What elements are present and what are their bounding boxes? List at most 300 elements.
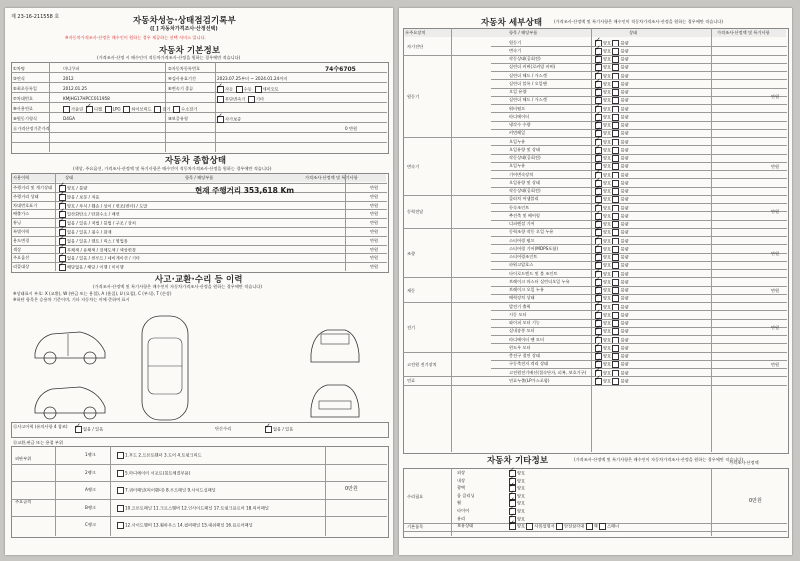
detail-item-label: 실린더 헤드 / 가스켓: [509, 97, 547, 103]
general-row-price: 만원: [370, 193, 379, 199]
detail-row-line: [491, 220, 787, 221]
detail-section-name: 제동: [407, 287, 416, 293]
general-header-0: 사용이력: [13, 175, 30, 180]
state-good-label: 양호: [603, 205, 612, 210]
form-subtitle: ([ ] 자동차가격조사·산정선택): [150, 26, 218, 32]
state-bad-label: 불량: [620, 122, 629, 128]
transmission-options: ✓ 자동 수동 세미오토: [217, 86, 279, 93]
outer-divider: [55, 446, 56, 536]
outer-title: ⑬교환,판금 또는 용접 부위: [13, 440, 63, 445]
general-row-line: [11, 183, 387, 184]
state-bad-label: 불량: [620, 81, 629, 87]
general-row-state-text: 양호 / 불량: [67, 185, 88, 191]
field-value-plate: 74수6705: [325, 66, 356, 73]
detail-item-label: 실린더 블록 / 오일팬: [509, 80, 547, 86]
etc-good-label: 양호: [517, 478, 526, 484]
outer-price: 0만원: [345, 486, 358, 492]
state-good-label: 양호: [603, 81, 612, 87]
state-bad-label: 불량: [620, 56, 629, 62]
state-good-label: 양호: [603, 378, 612, 384]
state-bad-label: 불량: [620, 229, 629, 235]
general-row-state-text: 없음 / 있음 / 썬루프 / 네비게이션 / 기타: [67, 255, 140, 261]
accident-history-label: ⑫사고이력 (유의사항 4 참조): [13, 424, 68, 429]
etc-good-checkbox[interactable]: [509, 523, 516, 530]
state-good-label: 양호: [603, 271, 612, 276]
mileage-readout: 현재 주행거리 353,618 Km: [195, 186, 295, 195]
state-bad-label: 불량: [620, 353, 629, 359]
state-good-label: 양호: [603, 337, 612, 342]
general-header-1: 상태: [65, 175, 74, 180]
etc-item-label: 휠: [457, 500, 462, 506]
checkbox-hybrid[interactable]: [123, 106, 130, 113]
state-good-label: 양호: [603, 106, 612, 111]
etc-group-line: [403, 531, 787, 532]
state-bad-label: 불량: [620, 337, 629, 342]
state-good-label: 양호: [603, 279, 612, 285]
detail-item-label: 기어변속장치: [509, 171, 534, 177]
detail-section-name: 조향: [407, 250, 416, 256]
etc-option-checkbox[interactable]: [556, 523, 563, 530]
general-row-state-text: 무채색 / 유채색 / 전체도색 / 색상변경: [67, 247, 136, 253]
detail-item-label: 변속기: [509, 47, 522, 53]
detail-notice: (가격조사·산정액 및 특기사항은 매수인이 적동차가격조사·산정을 원하는 경우에만 적습니다): [554, 19, 723, 24]
state-good-label: 양호: [603, 262, 612, 268]
etc-good-label: 양호: [517, 485, 526, 491]
detail-section-name: 고전원 전기장치: [407, 361, 437, 367]
inspection-form-page-1: [5, 8, 393, 555]
general-row-price: 만원: [370, 237, 379, 243]
detail-section-line: [403, 385, 787, 386]
general-row-price: 만원: [370, 220, 379, 226]
general-row-line: [11, 245, 387, 246]
outer-parts-text: 12.사이드멤버 13.휠하우스 14.필러패널 15.대쉬패널 16.플로어패널: [125, 522, 253, 528]
detail-item-label: 스티어링 펌프: [509, 237, 535, 243]
detail-section-name: 전기: [407, 324, 416, 330]
detail-item-label: 충전구 절연 상태: [509, 353, 540, 358]
general-row-line: [11, 262, 387, 263]
state-bad-label: 불량: [620, 114, 629, 120]
outer-part-checkbox[interactable]: [117, 487, 124, 494]
general-row-checkbox[interactable]: [59, 264, 66, 271]
detail-header-3: 가격조사·산정액 및 특기사항: [717, 30, 770, 35]
state-good-label: 양호: [603, 304, 612, 309]
general-row-line: [11, 236, 387, 237]
general-row-price: 만원: [370, 255, 379, 261]
field-value-model: 미니쿠퍼: [63, 66, 80, 71]
state-bad-label: 불량: [620, 188, 629, 194]
accident-notice: (가격조사·산정액 및 특기사항은 매수인이 자동차가격조사·산정을 원하는 경우에만 적습니다): [93, 284, 262, 289]
state-bad-label: 불량: [620, 106, 629, 111]
outer-rank: 2랭크: [85, 469, 96, 475]
state-good-label: 양호: [603, 64, 612, 70]
general-row-price: 만원: [370, 185, 379, 190]
state-good-label: 양호: [603, 114, 612, 120]
general-row-line: [11, 218, 387, 219]
detail-header-1: 항목 / 해당부품: [509, 30, 538, 35]
detail-row-line: [491, 104, 787, 105]
state-good-label: 양호: [603, 320, 612, 326]
checkbox-diesel[interactable]: [86, 106, 93, 113]
state-bad-label: 불량: [620, 139, 629, 144]
state-bad-label: 불량: [620, 130, 629, 136]
state-bad-label: 불량: [620, 345, 629, 351]
state-bad-label: 불량: [620, 213, 629, 219]
state-good-label: 양호: [603, 180, 612, 186]
outer-parts-text: 5.라디에이터 서포트(볼트체결부품): [125, 470, 191, 475]
detail-row-line: [491, 121, 787, 122]
state-bad-label: 불량: [620, 205, 629, 210]
fuel-options: 가솔린 ✓ 디젤 LPG 하이브리드 전기 수소전기: [63, 106, 197, 113]
etc-item-label: 룸 클리닝: [457, 492, 475, 498]
car-diagram-rear: [305, 373, 365, 423]
general-row-label: 주행거리 상태: [13, 193, 39, 199]
etc-item-label: 내장: [457, 477, 466, 483]
detail-row-line: [491, 261, 787, 262]
etc-notice: (가격조사·산정액 및 특기사항은 매수인이 자동차가격조사·산정을 원하는 경우에만 적습니다): [574, 457, 743, 462]
etc-good-label: 양호: [517, 508, 526, 514]
checkbox-auto[interactable]: [217, 86, 224, 93]
state-good-label: 양호: [603, 147, 612, 153]
basic-info-notice: (가격조사·산정 시 매수인이 적동차가격조사·산정을 원하는 경우에만 적습니다): [97, 55, 241, 60]
state-bad-label: 불량: [620, 238, 629, 243]
detail-item-label: 타이로드엔드 및 볼 조인트: [509, 270, 558, 276]
outer-parts: [117, 505, 269, 512]
general-header-2: 항목 / 해당부품: [185, 175, 214, 180]
state-bad-label: 불량: [620, 196, 629, 202]
outer-group-label: 주요골격: [15, 499, 32, 504]
etc-price: 0만원: [749, 498, 762, 504]
general-title: 자동차 종합상태: [165, 155, 227, 165]
detail-item-label: 스티어링 기어(MDPS포함): [509, 245, 558, 251]
checkbox-lpg[interactable]: [105, 106, 112, 113]
etc-option-label: 사용설명서: [534, 523, 555, 529]
general-row-label: 주행거리 및 계기상태: [13, 185, 53, 190]
state-bad-label: 불량: [620, 40, 629, 45]
detail-section-price: 만원: [771, 324, 780, 330]
detail-item-label: 디퍼렌셜 기어: [509, 221, 535, 226]
detail-item-label: 실내송풍 모터: [509, 328, 535, 334]
state-good-label: 양호: [603, 229, 612, 235]
outer-parts-text: 1.후드 2.프론트휀더 3.도어 4.트렁크리드: [125, 452, 202, 458]
outer-part-checkbox[interactable]: [117, 452, 124, 459]
field-label-year: ③연식: [13, 76, 25, 81]
etc-good-label: 양호: [517, 516, 526, 522]
general-row-state: [59, 264, 124, 271]
outer-parts-text: 7.쿼터패널(리어휀더) 8.루프패널 9.사이드실패널: [125, 487, 216, 493]
state-bad-label: 불량: [620, 262, 629, 268]
state-good-label: 양호: [603, 254, 612, 260]
car-diagram-side-right: [30, 373, 110, 423]
state-good-label: 양호: [603, 246, 612, 252]
field-value-warranty: ✓ 자가보증: [217, 116, 241, 123]
doc-number: 제 23-16-211558 호: [11, 14, 60, 20]
detail-item-label: 구동축전지 격리 상태: [509, 361, 549, 367]
outer-part-checkbox[interactable]: [117, 505, 124, 512]
outer-divider: [110, 446, 111, 536]
outer-parts-text: 10.프론트패널 11.크로스멤버 12.인사이드패널 17.트렁크플로어 18.리어패널: [125, 505, 269, 510]
detail-section-name: 변속기: [407, 163, 420, 169]
state-good-label: 양호: [603, 188, 612, 194]
general-row-line: [11, 227, 387, 228]
detail-item-label: 오일누유: [509, 163, 526, 169]
detail-section-price: 만원: [771, 163, 780, 169]
state-good-label: 양호: [603, 122, 612, 128]
outer-parts: [117, 522, 253, 529]
general-row-label: 리콜대상: [13, 264, 30, 270]
detail-row-line: [491, 162, 787, 163]
checkbox-no-accident[interactable]: [75, 426, 82, 433]
outer-group-label: 외판부위: [15, 456, 32, 461]
general-row-state-text: 없음 / 있음 / 렌트 / 리스 / 영업용: [67, 238, 128, 244]
detail-item-label: 오일유량 및 상태: [509, 146, 540, 152]
state-bad-label: 불량: [620, 246, 629, 252]
detail-item-label: 등속조인트: [509, 204, 530, 210]
outer-part-checkbox[interactable]: [117, 470, 124, 477]
detail-title: 자동차 세부상태: [481, 17, 543, 27]
outer-rank: C랭크: [85, 522, 97, 527]
field-label-transmission: ⑥변속기 종류: [168, 86, 194, 91]
simple-repair-label: 단순수리: [215, 426, 232, 431]
detail-row-line: [491, 129, 787, 130]
field-label-inspection: ④검사유효기간: [168, 76, 197, 81]
state-good-label: 양호: [603, 238, 612, 243]
detail-item-label: 오일 유량: [509, 89, 527, 94]
state-good-label: 양호: [603, 139, 612, 144]
field-value-inspection: 2023.07.25부터 ~ 2024.01.24까지: [217, 76, 288, 81]
outer-parts: [117, 452, 202, 459]
detail-section-price: 만원: [771, 209, 780, 215]
state-good-label: 양호: [603, 345, 612, 351]
state-good-label: 양호: [603, 48, 612, 54]
etc-option-label: 안전삼각대: [564, 523, 585, 529]
field-label-warranty: ⑩보증유형: [168, 116, 188, 121]
detail-item-label: 윈도우 모터: [509, 344, 531, 350]
detail-section-price: 만원: [771, 361, 780, 367]
accident-note: ※하단 항목은 승용차 기준이며, 기타 자동차는 이에 준하여 표시: [13, 297, 130, 302]
general-row-price: 만원: [370, 264, 379, 270]
state-bad-label: 불량: [620, 254, 629, 260]
field-label-engine: ⑨원동기형식: [13, 116, 37, 121]
general-row-state-text: 양호 / 부식 / 훼손 / 상이 / 변조(변타) / 도말: [67, 203, 148, 209]
simple-repair-options: ✓ 없음 / 있음: [265, 426, 293, 433]
etc-option-label: 잭: [593, 523, 598, 529]
checkbox-hydrogen[interactable]: [173, 106, 180, 113]
etc-group-name: 기본품목: [407, 524, 424, 529]
field-value-first-reg: 2012.01.25: [63, 86, 87, 91]
etc-item-label: 외장: [457, 470, 466, 475]
outer-part-checkbox[interactable]: [117, 522, 124, 529]
transmission-options-2: 무단변속기 기타: [217, 96, 264, 103]
field-value-engine: D4GA: [63, 116, 75, 121]
state-good-label: 양호: [603, 97, 612, 103]
field-label-fuel: ⑧사용연료: [13, 106, 33, 111]
state-good-label: 양호: [603, 73, 612, 78]
general-header-3: 가격조사·산정액 및 특기사항: [305, 175, 358, 180]
detail-item-label: 스티어링조인트: [509, 254, 538, 259]
detail-header-0: ⑭주요장치: [405, 30, 426, 35]
detail-item-label: 원동기: [509, 39, 522, 45]
state-bad-label: 불량: [620, 279, 629, 285]
state-bad-label: 불량: [620, 361, 629, 367]
etc-option-checkbox[interactable]: [526, 523, 533, 530]
detail-row-line: [491, 203, 787, 204]
outer-rank: A랭크: [85, 487, 96, 492]
state-good-label: 양호: [603, 196, 612, 202]
detail-row-line: [491, 170, 787, 171]
general-row-state-text: 일산화탄소 / 탄화수소 / 매연: [67, 211, 120, 217]
checkbox-semi[interactable]: [255, 86, 262, 93]
detail-item-label: 와이퍼 모터 기능: [509, 320, 540, 325]
general-row-line: [11, 209, 387, 210]
state-bad-label: 불량: [620, 378, 629, 384]
accident-history-options: ✓ 없음 / 있음: [75, 426, 103, 433]
etc-item-label: 유리: [457, 515, 466, 521]
field-label-vin: ⑦차대번호: [13, 96, 33, 101]
detail-item-label: 냉각수 수량: [509, 122, 531, 127]
etc-good-label: 양호: [517, 470, 526, 476]
detail-item-label: 실린더 커버(로커암 커버): [509, 64, 556, 70]
field-value-base-price: 0 만원: [345, 126, 358, 131]
outer-rank: B랭크: [85, 504, 96, 510]
car-diagram-front: [305, 318, 365, 368]
detail-item-label: 발전기 출력: [509, 303, 531, 309]
state-bad-label: 불량: [620, 271, 629, 276]
detail-item-label: 클러치 어셈블리: [509, 196, 539, 202]
detail-item-label: 작동상태(공회전): [509, 155, 541, 160]
state-good-label: 양호: [603, 353, 612, 359]
checkbox-trans-etc[interactable]: [248, 96, 255, 103]
etc-option-checkbox[interactable]: [586, 523, 593, 530]
state-good-label: 양호: [603, 155, 612, 161]
checkbox-cvt[interactable]: [217, 96, 224, 103]
outer-divider: [325, 446, 326, 536]
etc-option-label: 스패너: [606, 523, 620, 529]
detail-row-line: [491, 46, 787, 47]
detail-item-label: 추진축 및 베어링: [509, 212, 540, 218]
detail-section-name: 자기진단: [407, 44, 424, 50]
state-good-label: 양호: [603, 172, 612, 177]
state-good-label: 양호: [603, 312, 612, 318]
inspection-form-page-2: [399, 8, 792, 555]
detail-item-label: 실린더 헤드 / 가스켓: [509, 72, 547, 78]
state-good-label: 양호: [603, 287, 612, 293]
checkbox-gasoline[interactable]: [63, 106, 70, 113]
outer-row-line: [11, 516, 387, 517]
state-bad-label: 불량: [620, 328, 629, 334]
outer-parts: [117, 470, 190, 477]
detail-section-price: 만원: [771, 93, 780, 99]
state-good-label: 양호: [603, 221, 612, 227]
detail-header-2: 상태: [629, 30, 638, 35]
state-bad-label: 불량: [620, 97, 629, 103]
etc-item-label: 보유상태: [457, 523, 474, 529]
detail-section-name: 연료: [407, 378, 416, 384]
outer-row-line: [11, 464, 387, 465]
detail-section-price: 만원: [771, 287, 780, 293]
general-row-label: 주요옵션: [13, 255, 30, 261]
etc-good-label: 양호: [517, 500, 526, 506]
state-good-label: 양호: [603, 89, 612, 95]
checkbox-self-warranty[interactable]: [217, 116, 224, 123]
state-bad-label: 불량: [620, 89, 629, 95]
general-row-label: 배출가스: [13, 211, 30, 217]
detail-section-price: 만원: [771, 250, 780, 256]
state-good-label: 양호: [603, 163, 612, 169]
general-row-label: 용도변경: [13, 237, 30, 243]
car-diagram-top: [130, 308, 200, 428]
state-bad-label: 불량: [620, 64, 629, 70]
detail-row-line: [491, 343, 787, 344]
general-row-price: 만원: [370, 246, 379, 252]
detail-item-label: 라디에이터 팬 모터: [509, 336, 545, 342]
state-good-label: 양호: [603, 328, 612, 334]
etc-item-label: 광택: [457, 485, 466, 491]
detail-item-label: 동력조향 작동 오일 누유: [509, 229, 554, 235]
checkbox-no-repair[interactable]: [265, 426, 272, 433]
etc-group-name: 수리필요: [407, 493, 424, 499]
detail-item-label: 작동상태(공회전): [509, 188, 541, 193]
accident-title: 사고·교환·수리 등 이력: [155, 274, 243, 284]
state-good-label: 양호: [603, 40, 612, 45]
state-good-label: 양호: [603, 130, 612, 136]
detail-item-label: 파워고압호스: [509, 262, 534, 268]
general-row-state-text: 없음 / 있음 / 적법 / 불법 / 구조 / 장치: [67, 220, 136, 226]
state-bad-label: 불량: [620, 320, 629, 326]
outer-row-line: [11, 499, 387, 500]
field-label-first-reg: ⑤최초등록일: [13, 86, 37, 91]
detail-row-line: [491, 294, 787, 295]
outer-row-line: [11, 481, 387, 482]
detail-item-label: 라디에이터: [509, 113, 530, 119]
basic-info-title: 자동차 기본정보: [159, 45, 221, 55]
etc-item-state: [509, 523, 619, 530]
detail-row-line: [491, 310, 787, 311]
detail-item-label: 오일유량 및 상태: [509, 179, 540, 185]
general-row-line: [11, 253, 387, 254]
state-bad-label: 불량: [620, 147, 629, 153]
general-row-state-text: 없음 / 있음 / 침수 / 화재: [67, 229, 112, 235]
field-label-base-price: ⑪가격산정기준가격: [13, 126, 50, 131]
etc-good-label: 양호: [517, 523, 526, 529]
etc-good-label: 양호: [517, 493, 526, 499]
detail-item-label: 시동 모터: [509, 311, 527, 317]
etc-header: 가격조사·산정액: [729, 460, 759, 465]
detail-item-label: 커먼레일: [509, 130, 526, 136]
etc-option-checkbox[interactable]: [599, 523, 606, 530]
detail-row-line: [491, 236, 787, 237]
field-value-year: 2012: [63, 76, 74, 81]
detail-item-label: 고전원전기배선(접속단자, 피복, 보호기구): [509, 369, 587, 375]
general-row-label: 튜닝: [13, 220, 22, 226]
general-row-state-text: 해당없음 / 해당 / 이행 / 미이행: [67, 264, 124, 270]
etc-item-label: 타이어: [457, 508, 470, 513]
general-row-label: 색상: [13, 246, 22, 252]
detail-section-name: 동력전달: [407, 209, 424, 215]
state-bad-label: 불량: [620, 73, 629, 78]
state-good-label: 양호: [603, 361, 612, 367]
general-row-state-text: 많음 / 보통 / 적음: [67, 194, 100, 200]
state-good-label: 양호: [603, 56, 612, 62]
state-bad-label: 불량: [620, 155, 629, 161]
state-good-label: 양호: [603, 295, 612, 301]
detail-section-name: 원동기: [407, 93, 420, 99]
checkbox-manual[interactable]: [236, 86, 243, 93]
general-row-price: 만원: [370, 211, 379, 217]
field-value-vin: KMJHG17HPCC011958: [63, 96, 110, 101]
state-good-label: 양호: [603, 213, 612, 219]
field-label-model: ①차명: [13, 66, 25, 71]
checkbox-electric[interactable]: [154, 106, 161, 113]
